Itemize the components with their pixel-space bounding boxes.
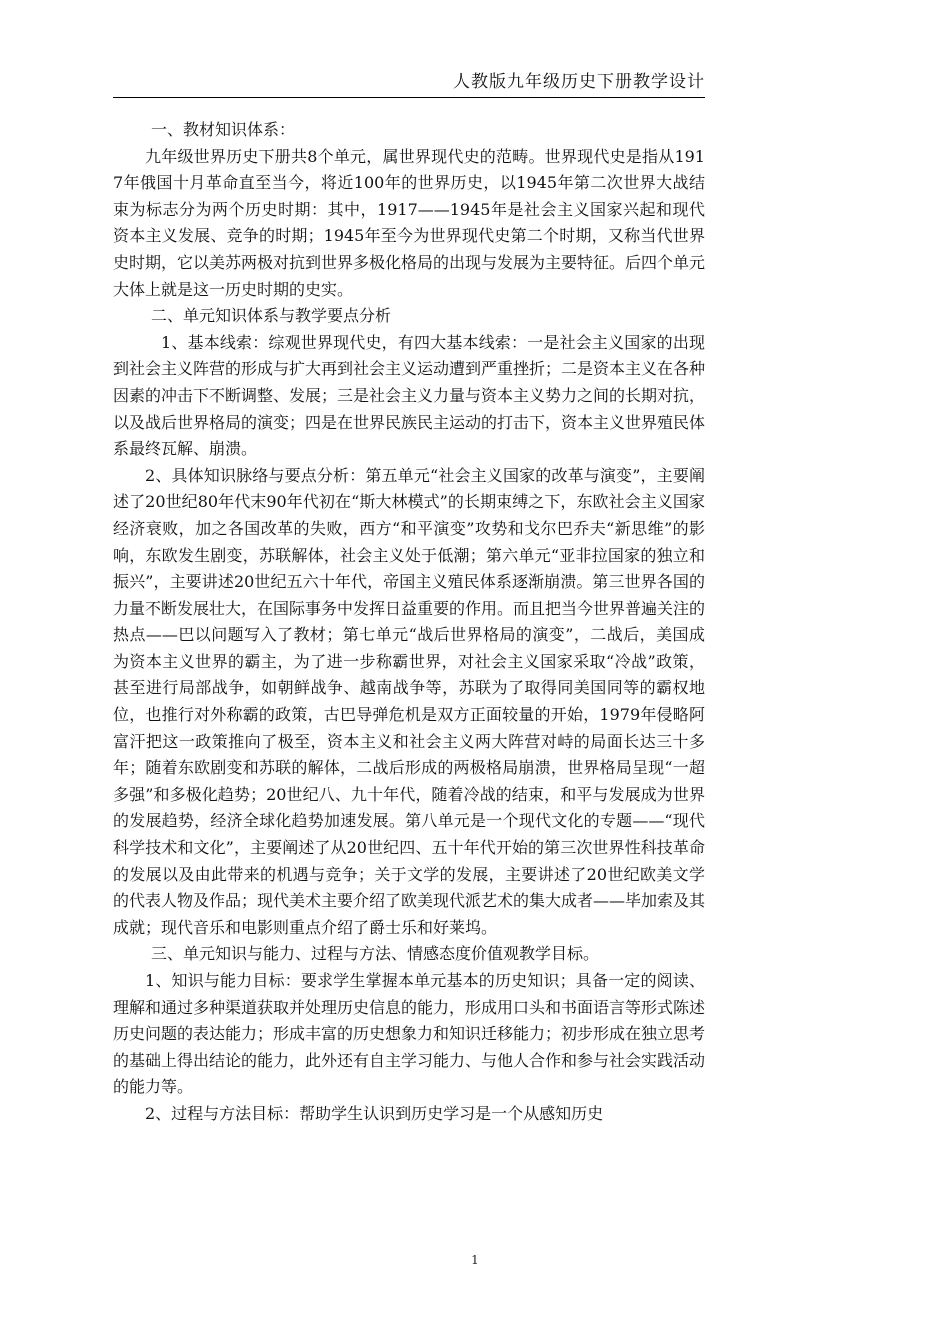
paragraph-basic-clues: 1、基本线索：综观世界现代史，有四大基本线索：一是社会主义国家的出现到社会主义阵营的形成与扩大再到社会主义运动遭到严重挫折；二是资本主义在各种因素的冲击下不断调整、发展；三是社会主义力量与资本主义势力之间的长期对抗，以及战后世界格局的演变；四是在世界民族民主运动的打击下，资本主义世界殖民体系最终瓦解、崩溃。 — [113, 332, 706, 459]
page-number: 1 — [471, 1253, 479, 1267]
paragraph-knowledge-goals: 1、知识与能力目标：要求学生掌握本单元基本的历史知识；具备一定的阅读、理解和通过多种渠道获取并处理历史信息的能力，形成用口头和书面语言等形式陈述历史问题的表达能力；形成丰富的历史想象力和知识迁移能力；初步形成在独立思考的基础上得出结论的能力，此外还有自主学习能力、与他人合作和参与社会实践活动的能力等。 — [113, 971, 706, 1097]
paragraph-overview: 九年级世界历史下册共8个单元，属世界现代史的范畴。世界现代史是指从1917年俄国十月革命直至当今，将近100年的世界历史，以1945年第二次世界大战结束为标志分为两个历史时期：其中，1917——1945年是社会主义国家兴起和现代资本主义发展、竞争的时期；1945年至今为世界现代史第二个时期，又称当代世界史时期，它以美苏两极对抗到世界多极化格局的出现与发展为主要特征。后四个单元大体上就是这一历史时期的史实。 — [113, 146, 706, 299]
section-heading-2: 二、单元知识体系与教学要点分析 — [151, 306, 392, 326]
header-title: 人教版九年级历史下册教学设计 — [453, 72, 705, 92]
section-heading-3: 三、单元知识与能力、过程与方法、情感态度价值观教学目标。 — [151, 944, 600, 964]
page-header — [113, 67, 705, 98]
section-heading-1: 一、教材知识体系： — [151, 120, 296, 139]
paragraph-process-goals: 2、过程与方法目标：帮助学生认识到历史学习是一个从感知历史 — [145, 1103, 604, 1123]
paragraph-knowledge-analysis: 2、具体知识脉络与要点分析：第五单元“社会主义国家的改革与演变”，主要阐述了20世纪80年代末90年代初在“斯大林模式”的长期束缚之下，东欧社会主义国家经济衰败，加之各国改革的失败，西方“和平演变”攻势和戈尔巴乔夫“新思维”的影响，东欧发生剧变，苏联解体，社会主义处于低潮；第六单元“亚非拉国家的独立和振兴”，主要讲述20世纪五六十年代，帝国主义殖民体系逐渐崩溃。第三世界各国的力量不断发展壮大，在国际事务中发挥日益重要的作用。而且把当今世界普遍关注的热点——巴以问题写入了教材；第七单元“战后世界格局的演变”，二战后，美国成为资本主义世界的霸主，为了进一步称霸世界，对社会主义国家采取“冷战”政策，甚至进行局部战争，如朝鲜战争、越南战争等，苏联为了取得同美国同等的霸权地位，也推行对外称霸的政策，古巴导弹危机是双方正面较量的开始，1979年侵略阿富汗把这一政策推向了极至，资本主义和社会主义两大阵营对峙的局面长达三十多年；随着东欧剧变和苏联的解体，二战后形成的两极格局崩溃，世界格局呈现“一超多强”和多极化趋势；20世纪八、九十年代，随着冷战的结束，和平与发展成为世界的发展趋势，经济全球化趋势加速发展。第八单元是一个现代文化的专题——“现代科学技术和文化”，主要阐述了从20世纪四、五十年代开始的第三次世界性科技革命的发展以及由此带来的机遇与竞争；关于文学的发展，主要讲述了20世纪欧美文学的代表人物及作品；现代美术主要介绍了欧美现代派艺术的集大成者——毕加索及其成就；现代音乐和电影则重点介绍了爵士乐和好莱坞。 — [113, 465, 706, 937]
document-body — [113, 117, 705, 1128]
